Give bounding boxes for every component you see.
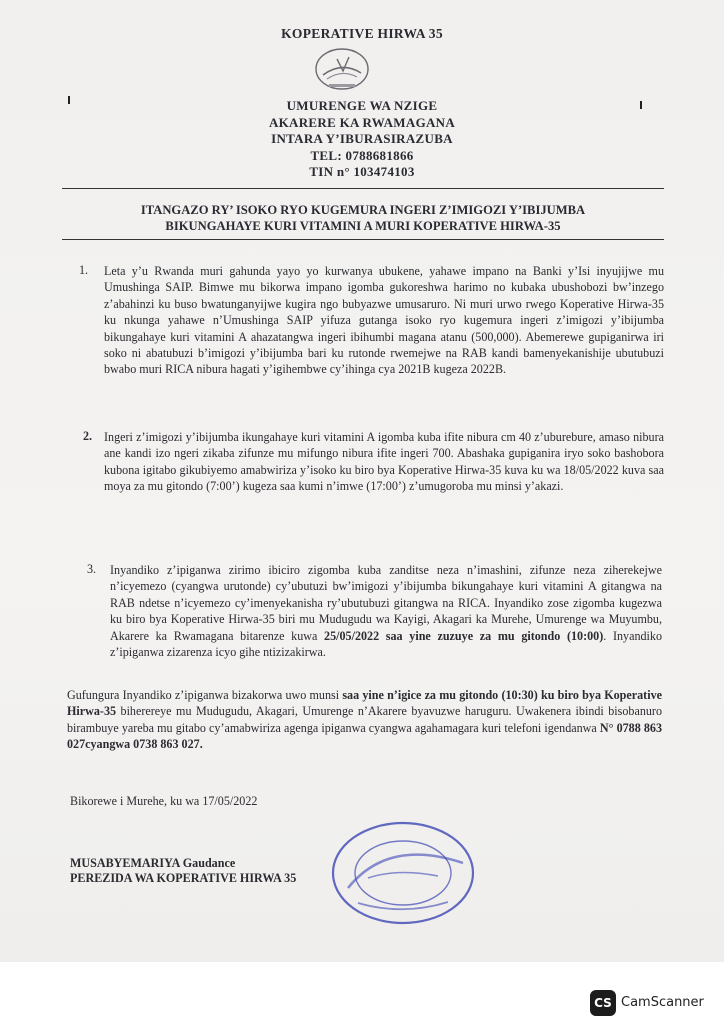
camscanner-label: CamScanner [621,995,704,1010]
tin-line: TIN n° 103474103 [309,164,415,180]
paragraph-3-text: Inyandiko z’ipiganwa zirimo ibiciro zigomba kuba zanditse neza n’imashini, zifunze neza ziherekejwe n’icyemezo (cyangwa urutonde) cy’ubutuzi bw’imigozi y’ibijumba bikungahaye kuri vitamini A gitangwa na RAB ndetse n’icyemezo cy’imenyekanisha ry’ubutubuzi gitangwa na RICA. Inyandiko zose zigomba kugezwa ku biro bya Koperative Hirwa-35 biri mu Mudugudu wa Kayigi, Akagari ka Murehe, Umurenge wa Muyumbu, Akarere ka Rwamagana bitarenze kuwa [110,563,662,643]
signatory-role: PEREZIDA WA KOPERATIVE HIRWA 35 [70,871,297,885]
camscanner-logo-icon: CS [590,990,616,1016]
header-rule [62,188,664,189]
document-title [60,202,666,234]
paragraph-number: 3. [87,562,97,576]
phone-line: TEL: 0788681866 [310,147,414,163]
signatory-name: MUSABYEMARIYA Gaudance [70,856,236,870]
organization-name: KOPERATIVE HIRWA 35 [281,26,443,41]
date-line: Bikorewe i Murehe, ku wa 17/05/2022 [70,794,258,808]
cooperative-stamp-icon [328,818,478,928]
paragraph-number: 1. [79,263,89,277]
deadline-text: 25/05/2022 saa yine zuzuye za mu gitondo (10:00) [324,628,604,643]
opening-time-text: saa yine n’igice za mu gitondo (10:30) ku biro bya Koperative Hirwa-35 [67,688,662,719]
cooperative-logo-icon [313,47,371,91]
signature-block [70,856,296,886]
paragraph-2: Ingeri z’imigozi y’ibijumba ikungahaye kuri vitamini A igomba kuba ifite nibura cm 40 z’uburebure, amaso nibura ane kandi izo ngeri zikaba zifunze mu mifungo nibura ifite ingeri 700. Abashaka gupiganira iryo soko bashobora kubona igitabo gikubiyemo amabwiriza y’isoko ku biro bya Koperative Hirwa-35 kuva ku wa 18/05/2022 kuva saa moya za mu gitondo (7:00’) kugeza saa kumi n’imwe (17:00’) z’umugoroba mu minsi y’akazi. [104,430,664,494]
address-line: AKARERE KA RWAMAGANA [268,114,456,130]
address-line: INTARA Y’IBURASIRAZUBA [271,131,453,147]
paragraph-1: Leta y’u Rwanda muri gahunda yayo yo kurwanya ubukene, yahawe impano na Banki y’Isi inyujijwe mu Umushinga SAIP. Bimwe mu bikorwa impano igomba gukoreshwa harimo no kubaka ubushobozi bw’inzego z’abahinzi ku buso bwatunganyijwe kugira ngo bubyazwe umusaruro. Ni muri urwo rwego Koperative Hirwa-35 ku nkunga yahawe n’Umushinga SAIP yifuza gutanga isoko ryo kugemura ingeri z’imigozi y’ibijumba bikungahaye kuri vitamini A ahazatangwa ingeri ibihumbi magana atanu (500,000). Abemerewe gupiganirwa iri soko ni abatubuzi b’imigozi y’ibijumba bari ku rutonde rwemejwe na RAB kandi bamenyekanishije ubutubuzi bwabo muri RICA nibura hagati y’igihembwe cy’ihinga cya 2021B kugeza 2022B. [104,264,664,377]
paragraph-4 [67,687,662,753]
paragraph-3 [110,562,662,660]
paragraph-4-text: Gufungura Inyandiko z’ipiganwa bizakorwa uwo munsi [67,688,343,702]
paragraph-4-text: biherereye mu Mudugudu, Akagari, Umurenge n’Akarere byavuzwe haruguru. Uwakenera ibindi bisobanuro birambuye yareba mu gitabo cy’amabwiriza agenga ipiganwa cyangwa agahamagara kuri telefoni igendanwa [67,704,662,735]
title-line: ITANGAZO RY’ ISOKO RYO KUGEMURA INGERI Z’IMIGOZI Y’IBIJUMBA [140,203,586,217]
address-line: UMURENGE WA NZIGE [286,98,438,113]
paragraph-number: 2. [83,429,93,443]
address-block [0,98,724,181]
phone-numbers-text: N° 0788 863 027cyangwa 0738 863 027. [67,720,663,752]
title-line: BIKUNGAHAYE KURI VITAMINI A MURI KOPERATIVE HIRWA-35 [165,219,561,233]
title-rule [62,239,664,240]
paragraph-3-text: . Inyandiko z’ipiganwa zizarenza icyo gihe ntizizakirwa. [110,628,662,660]
